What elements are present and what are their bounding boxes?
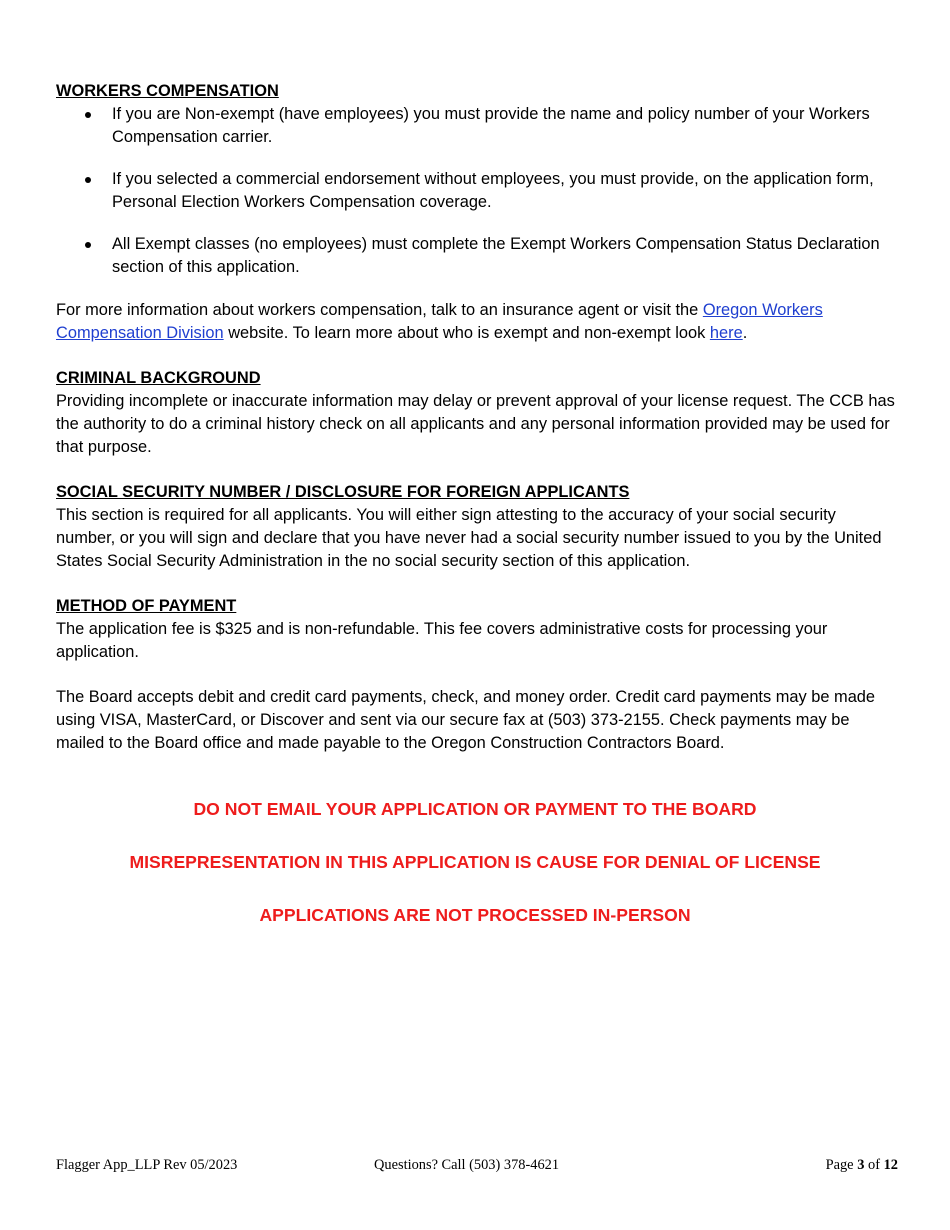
footer-questions: Questions? Call (503) 378-4621 (374, 1157, 560, 1173)
ssn-section (56, 481, 898, 573)
list-item (56, 168, 898, 214)
ssn-text: This section is required for all applicants. You will either sign attesting to the accuracy of your social security number, or you will sign and declare that you have never had a social security number issued to you by the United States Social Security Administration in the no social security section of this application. (56, 506, 882, 570)
bullet-icon (85, 112, 91, 118)
list-item (56, 103, 898, 149)
workers-compensation-bullet-list (56, 103, 898, 279)
bullet-text: All Exempt classes (no employees) must complete the Exempt Workers Compensation Status Declaration section of this application. (112, 235, 880, 276)
warning-no-in-person: APPLICATIONS ARE NOT PROCESSED IN-PERSON (259, 905, 691, 925)
footer-form-id: Flagger App_LLP Rev 05/2023 (56, 1157, 238, 1173)
payment-methods-text: The Board accepts debit and credit card payments, check, and money order. Credit card payments may be made using VISA, MasterCard, or Discover and sent via our secure fax at (503) 373-2155. Check payments may be mailed to the Board office and made payable to the Oregon Construction Contractors Board. (56, 688, 876, 752)
list-item (56, 233, 898, 279)
page-label: Page (825, 1157, 854, 1173)
ssn-heading: SOCIAL SECURITY NUMBER / DISCLOSURE FOR FOREIGN APPLICANTS (56, 483, 630, 501)
method-of-payment-section (56, 595, 898, 755)
document-body (56, 80, 898, 777)
criminal-background-heading: CRIMINAL BACKGROUND (56, 369, 261, 387)
exempt-info-here-link[interactable]: here (709, 324, 743, 342)
info-text-middle: website. To learn more about who is exempt and non-exempt look (223, 324, 710, 342)
bullet-text: If you selected a commercial endorsement without employees, you must provide, on the application form, Personal Election Workers Compensation coverage. (112, 170, 874, 211)
criminal-background-section (56, 367, 898, 459)
workers-compensation-heading: WORKERS COMPENSATION (56, 82, 279, 100)
bullet-icon (85, 242, 91, 248)
oregon-workers-compensation-division-link[interactable]: Oregon Workers Compensation Division (56, 301, 823, 342)
bullet-text: If you are Non-exempt (have employees) you must provide the name and policy number of your Workers Compensation carrier. (112, 105, 870, 146)
warning-misrepresentation: MISREPRESENTATION IN THIS APPLICATION IS CAUSE FOR DENIAL OF LICENSE (129, 852, 821, 872)
info-text-suffix: . (742, 324, 748, 342)
info-text-prefix: For more information about workers compensation, talk to an insurance agent or visit the (56, 301, 703, 319)
bullet-icon (85, 177, 91, 183)
page-total: 12 (883, 1157, 898, 1173)
method-of-payment-heading: METHOD OF PAYMENT (56, 597, 237, 615)
criminal-background-text: Providing incomplete or inaccurate information may delay or prevent approval of your license request. The CCB has the authority to do a criminal history check on all applicants and any personal information provided may be used for that purpose. (56, 392, 895, 456)
footer-page-number (826, 1156, 898, 1174)
warning-no-email: DO NOT EMAIL YOUR APPLICATION OR PAYMENT TO THE BOARD (193, 799, 757, 819)
warnings-block (0, 796, 950, 955)
workers-compensation-info (56, 299, 898, 345)
page-of: of (868, 1157, 880, 1173)
page-current: 3 (857, 1157, 865, 1173)
workers-compensation-section (56, 80, 898, 345)
payment-fee-text: The application fee is $325 and is non-refundable. This fee covers administrative costs for processing your application. (56, 620, 828, 661)
